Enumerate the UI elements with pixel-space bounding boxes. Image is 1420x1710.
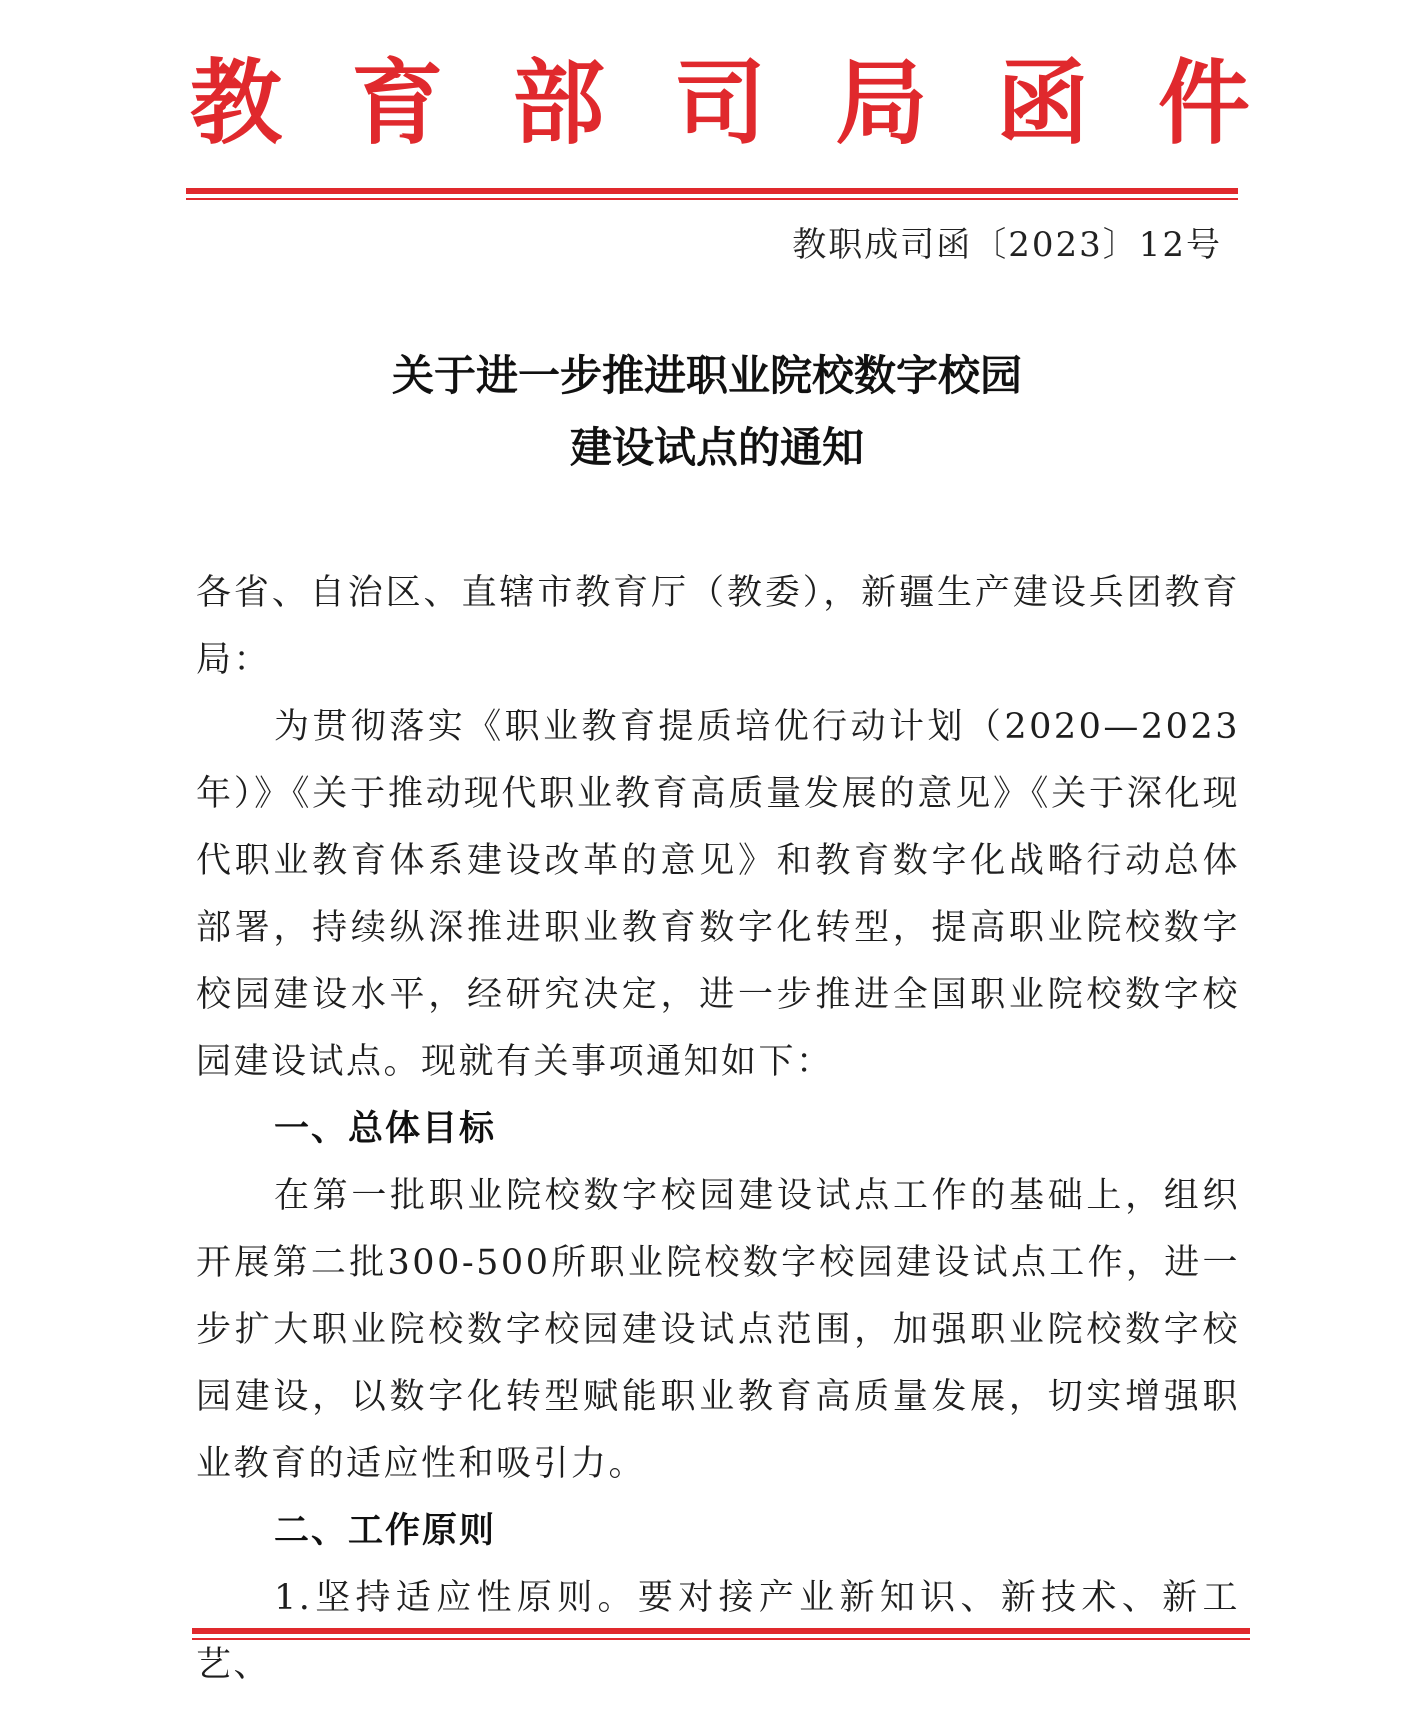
title-line-2: 建设试点的通知 [569, 423, 864, 472]
masthead-char: 函 [996, 49, 1089, 157]
masthead-char: 局 [835, 49, 928, 157]
masthead-char: 件 [1157, 49, 1250, 157]
masthead-char: 司 [673, 49, 766, 157]
section-1-paragraph: 在第一批职业院校数字校园建设试点工作的基础上，组织开展第二批300-500所职业院校数字校园建设试点工作，进一步扩大职业院校数字校园建设试点范围，加强职业院校数字校园建设，以数字化转型赋能职业教育高质量发展，切实增强职业教育的适应性和吸引力。 [196, 1176, 1240, 1484]
footer-red-rule [192, 1628, 1250, 1640]
addressee: 各省、自治区、直辖市教育厅（教委），新疆生产建设兵团教育局： [196, 573, 1240, 680]
section-heading-1: 一、总体目标 [274, 1109, 497, 1149]
footer-rule-thin [192, 1638, 1250, 1640]
masthead-char: 部 [512, 49, 605, 157]
header-rule-thin [186, 198, 1238, 200]
masthead-char: 育 [351, 49, 444, 157]
document-body [196, 560, 1240, 1699]
masthead-char: 教 [190, 49, 283, 157]
section-2-item-1: 1.坚持适应性原则。要对接产业新知识、新技术、新工艺、 [196, 1578, 1240, 1685]
masthead [190, 48, 1250, 158]
title-line-1: 关于进一步推进职业院校数字校园 [391, 351, 1022, 400]
document-number: 教职成司函〔2023〕12号 [792, 225, 1222, 265]
intro-paragraph: 为贯彻落实《职业教育提质培优行动计划（2020—2023年）》《关于推动现代职业教育高质量发展的意见》《关于深化现代职业教育体系建设改革的意见》和教育数字化战略行动总体部署，持续纵深推进职业教育数字化转型，提高职业院校数字校园建设水平，经研究决定，进一步推进全国职业院校数字校园建设试点。现就有关事项通知如下： [196, 707, 1240, 1082]
footer-rule-thick [192, 1628, 1250, 1634]
section-heading-2: 二、工作原则 [274, 1511, 497, 1551]
document-title [0, 340, 1420, 484]
header-red-rule [186, 188, 1238, 200]
header-rule-thick [186, 188, 1238, 194]
